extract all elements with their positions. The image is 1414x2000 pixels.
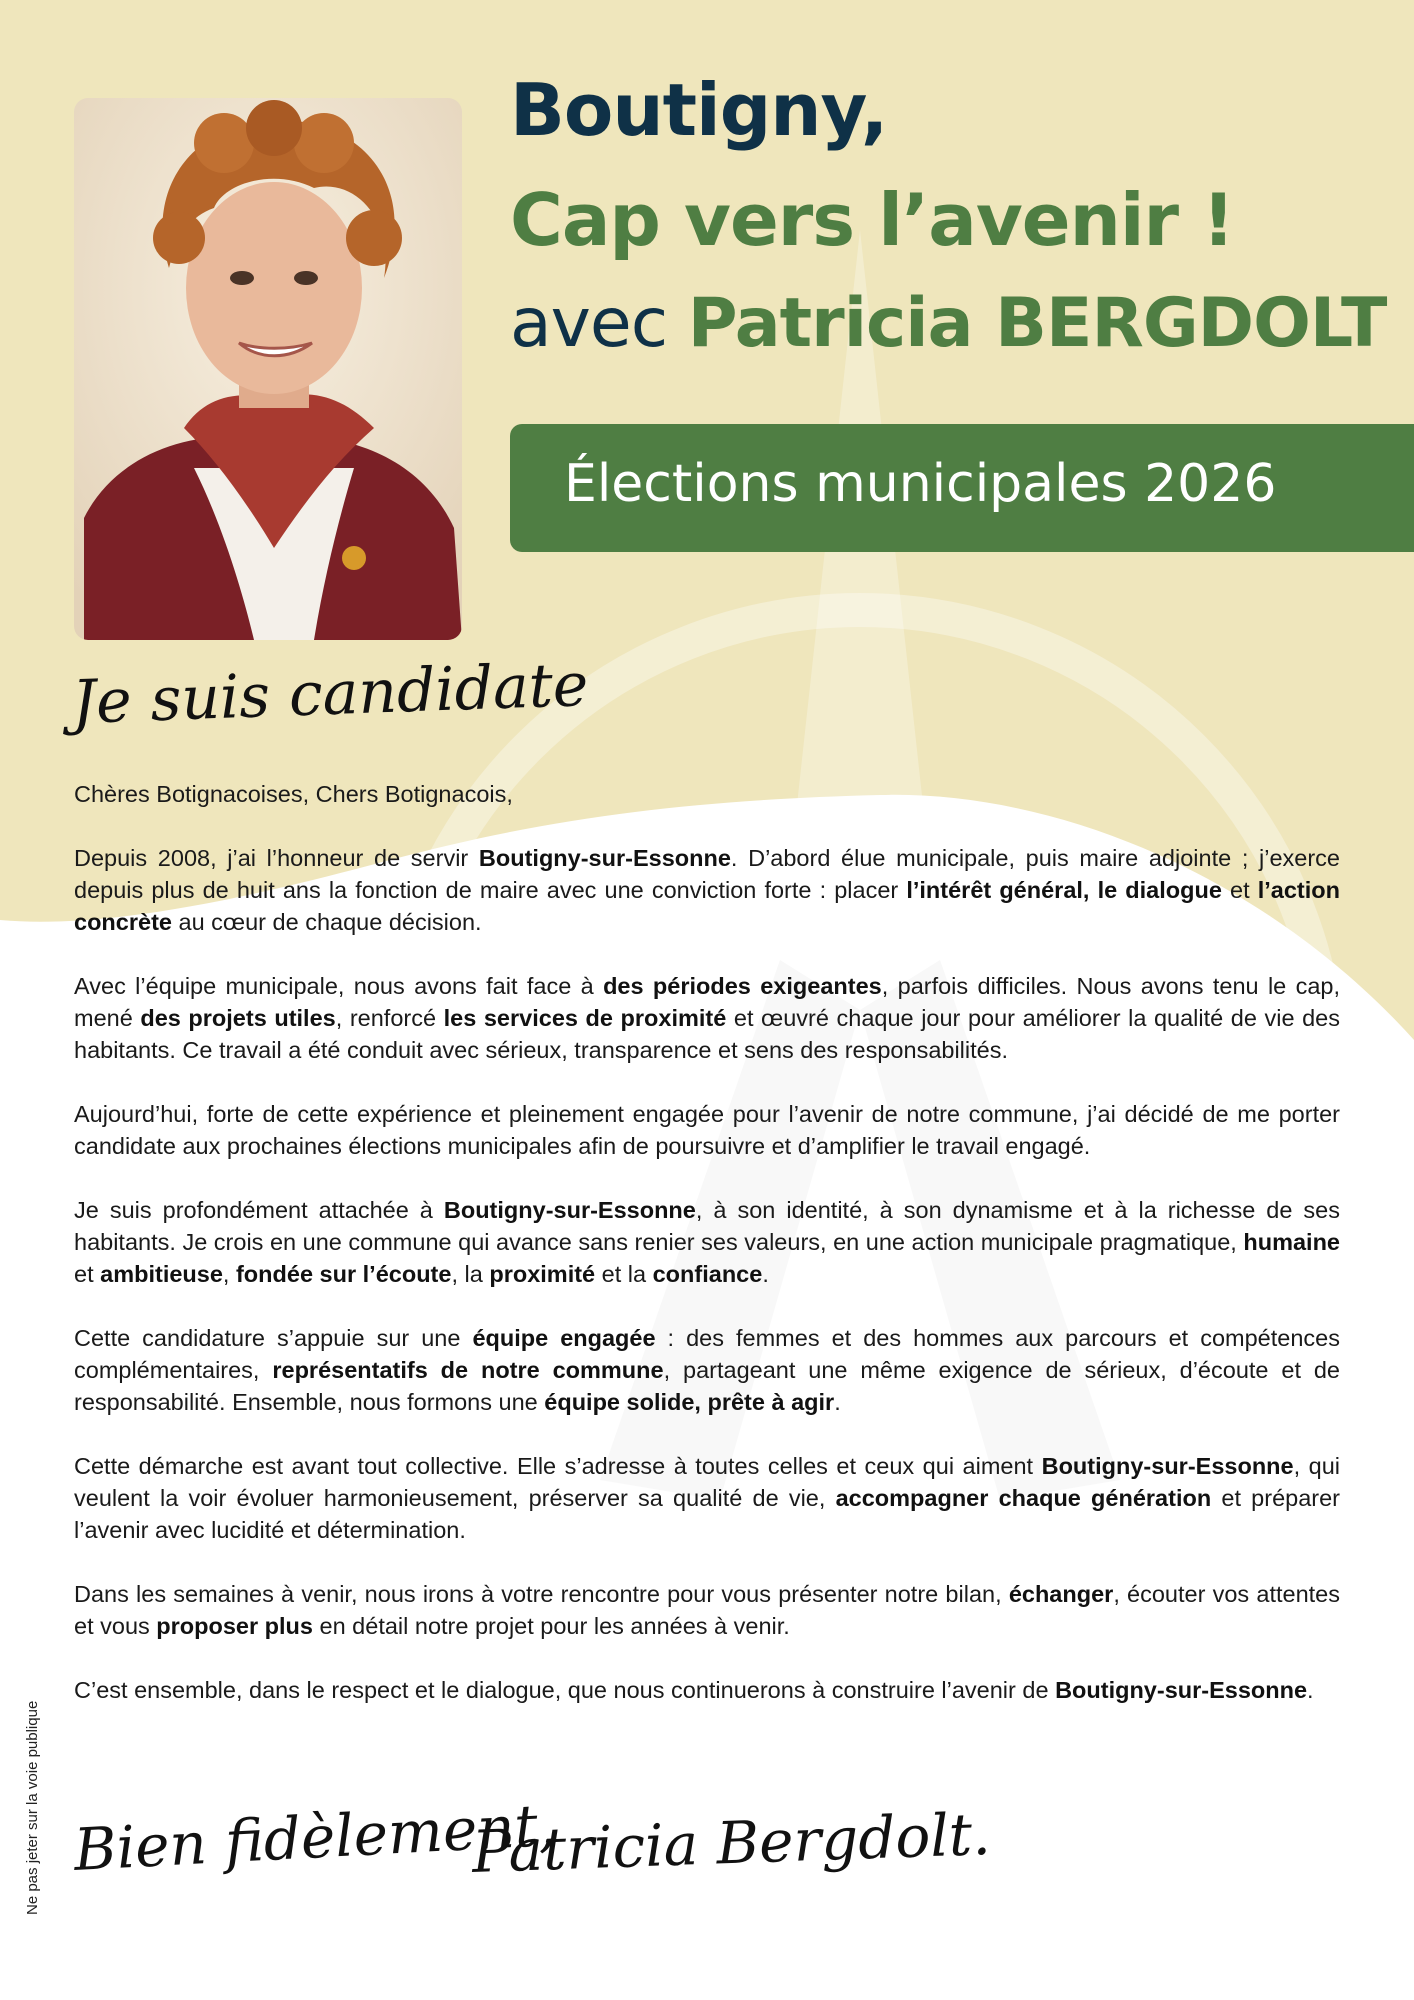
election-banner-text: Élections municipales 2026 [564,454,1277,514]
body-text: Cette démarche est avant tout collective. Elle s’adresse à toutes celles et ceux qui aiment [74,1453,1042,1479]
emphasis-text: des périodes exigeantes [603,973,882,999]
emphasis-text: équipe engagée [472,1325,656,1351]
headline-town: Boutigny, [510,68,888,152]
emphasis-text: Boutigny-sur-Essonne [1041,1453,1294,1479]
body-text: . [834,1389,841,1415]
body-text: , partageant une même exigence de sérieux, d’écoute et de responsabilité. Ensemble, nous formons une [74,1357,1340,1415]
body-text: au cœur de chaque décision. [171,909,482,935]
emphasis-text: échanger [1008,1581,1114,1607]
letter-paragraph [74,1450,1340,1546]
emphasis-text: fondée sur l’écoute [235,1261,452,1287]
portrait-face [186,182,362,394]
emphasis-text: les services de proximité [443,1005,727,1031]
letter-paragraph [74,1674,1340,1706]
body-text: Aujourd’hui, forte de cette expérience et pleinement engagée pour l’avenir de notre commune, j’ai décidé de me porter candidate aux prochaines élections municipales afin de poursuivre et d’amplifier le travail engagé. [74,1101,1340,1159]
election-banner [510,424,1414,552]
emphasis-text: Boutigny-sur-Essonne [478,845,731,871]
body-text: . [762,1261,769,1287]
body-text: , renforcé [335,1005,444,1031]
letter-paragraph [74,1194,1340,1290]
emphasis-text: ambitieuse [100,1261,223,1287]
letter-salutation: Chères Botignacoises, Chers Botignacois, [74,781,513,807]
body-text: , qui veulent la voir évoluer harmonieusement, préserver sa qualité de vie, [74,1453,1340,1511]
body-text: Depuis 2008, j’ai l’honneur de servir [74,845,479,871]
body-text: en détail notre projet pour les années à venir. [312,1613,790,1639]
handwritten-signature: Patricia Bergdolt. [470,1799,992,1886]
body-text: Je suis profondément attachée à [74,1197,444,1223]
body-text: , parfois difficiles. Nous avons tenu le cap, mené [74,973,1341,1031]
headline-prefix: avec [510,284,688,363]
body-text: et préparer l’avenir avec lucidité et détermination. [74,1485,1340,1543]
letter-paragraph [74,842,1340,938]
body-text: et [74,1261,101,1287]
emphasis-text: accompagner chaque génération [835,1485,1212,1511]
body-text: et [1221,877,1258,903]
body-text: . D’abord élue municipale, puis maire adjointe ; j’exerce depuis plus de huit ans la fonction de maire avec une conviction forte : placer [74,845,1340,903]
letter-paragraphs [74,842,1340,1706]
emphasis-text: l’intérêt général, le dialogue [906,877,1222,903]
body-text: et œuvré chaque jour pour améliorer la qualité de vie des habitants. Ce travail a été conduit avec sérieux, transparence et sens des responsabilités. [74,1005,1340,1063]
body-text: C’est ensemble, dans le respect et le dialogue, que nous continuerons à construire l’avenir de [74,1677,1056,1703]
emphasis-text: Boutigny-sur-Essonne [443,1197,696,1223]
emphasis-text: humaine [1243,1229,1340,1255]
portrait-brooch [342,546,366,570]
body-text: , la [451,1261,490,1287]
emphasis-text: des projets utiles [140,1005,336,1031]
emphasis-text: représentatifs de notre commune [272,1357,664,1383]
letter-body [74,778,1340,1738]
body-text: Dans les semaines à venir, nous irons à votre rencontre pour vous présenter notre bilan, [74,1581,1009,1607]
candidate-portrait-photo [74,98,462,640]
headline-candidate [510,284,1386,363]
emphasis-text: équipe solide, prête à agir [544,1389,835,1415]
body-text: , écouter vos attentes et vous [74,1581,1340,1639]
emphasis-text: proposer plus [156,1613,313,1639]
candidate-name: Patricia BERGDOLT [687,284,1387,363]
handwritten-title: Je suis candidate [70,649,590,738]
letter-paragraph [74,1578,1340,1642]
letter-paragraph [74,1322,1340,1418]
body-text: Avec l’équipe municipale, nous avons fait face à [74,973,604,999]
emphasis-text: l’action concrète [74,877,1340,935]
litter-notice: Ne pas jeter sur la voie publique [24,1700,41,1915]
body-text: . [1307,1677,1314,1703]
portrait-illustration [74,98,462,640]
headline-slogan: Cap vers l’avenir ! [510,178,1234,262]
letter-paragraph [74,1098,1340,1162]
body-text: , à son identité, à son dynamisme et à la richesse de ses habitants. Je crois en une commune qui avance sans renier ses valeurs, en une action municipale pragmatique, [74,1197,1340,1255]
body-text: , [222,1261,236,1287]
body-text: et la [595,1261,653,1287]
handwritten-closing: Bien fidèlement, [72,1790,558,1884]
emphasis-text: proximité [489,1261,596,1287]
letter-paragraph [74,970,1340,1066]
body-text: : des femmes et des hommes aux parcours et compétences complémentaires, [74,1325,1340,1383]
emphasis-text: Boutigny-sur-Essonne [1055,1677,1308,1703]
emphasis-text: confiance [652,1261,763,1287]
body-text: Cette candidature s’appuie sur une [74,1325,473,1351]
